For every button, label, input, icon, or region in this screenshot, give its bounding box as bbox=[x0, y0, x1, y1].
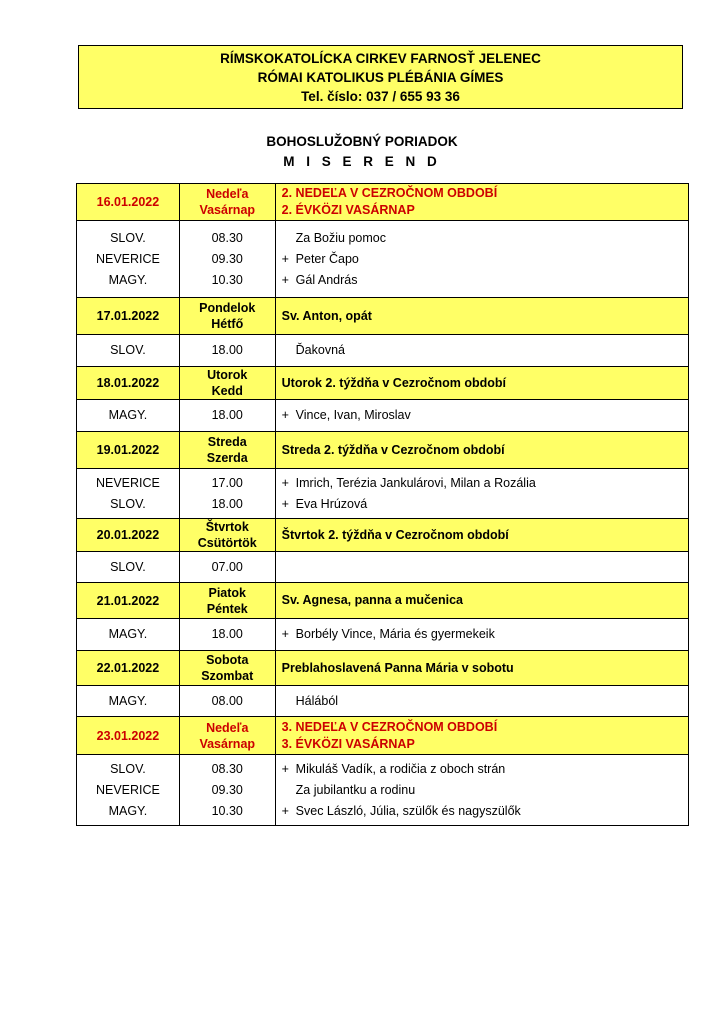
mass-intention bbox=[282, 624, 688, 645]
day-weekday bbox=[179, 184, 275, 221]
mass-time: 17.00 bbox=[211, 475, 243, 490]
mass-intention bbox=[282, 691, 688, 712]
mass-language: NEVERICE bbox=[95, 251, 160, 266]
parish-name-hu: RÓMAI KATOLIKUS PLÉBÁNIA GÍMES bbox=[257, 70, 504, 85]
weekday-hu: Vasárnap bbox=[199, 203, 256, 217]
day-feast bbox=[275, 367, 688, 400]
feast-line: Sv. Anton, opát bbox=[281, 308, 372, 323]
intention-prefix: + bbox=[281, 408, 289, 422]
mass-time: 10.30 bbox=[211, 272, 243, 287]
mass-intention bbox=[282, 557, 688, 578]
mass-intentions bbox=[275, 755, 688, 826]
day-feast bbox=[275, 519, 688, 552]
mass-times bbox=[179, 755, 275, 826]
mass-language: MAGY. bbox=[108, 803, 148, 818]
mass-times bbox=[179, 469, 275, 519]
day-header-row bbox=[77, 367, 689, 400]
mass-intentions bbox=[275, 619, 688, 651]
mass-language: SLOV. bbox=[110, 343, 146, 357]
day-date: 16.01.2022 bbox=[77, 184, 180, 221]
intention-text: Eva Hrúzová bbox=[295, 496, 368, 511]
day-feast bbox=[275, 651, 688, 686]
mass-intention bbox=[282, 801, 688, 822]
mass-intentions bbox=[275, 335, 688, 367]
day-weekday bbox=[179, 583, 275, 619]
mass-time: 18.00 bbox=[211, 627, 243, 641]
mass-time: 10.30 bbox=[211, 803, 243, 818]
mass-intention bbox=[282, 228, 688, 249]
mass-languages bbox=[77, 221, 180, 298]
mass-intentions bbox=[275, 686, 688, 717]
intention-prefix: + bbox=[281, 272, 289, 287]
mass-language: SLOV. bbox=[110, 761, 146, 776]
intention-text: Za jubilantku a rodinu bbox=[295, 782, 416, 797]
intention-text: Imrich, Terézia Jankulárovi, Milan a Rozália bbox=[295, 475, 536, 490]
day-weekday bbox=[179, 651, 275, 686]
mass-languages bbox=[77, 686, 180, 717]
mass-row bbox=[77, 755, 689, 826]
mass-times bbox=[179, 221, 275, 298]
schedule-title-sk: BOHOSLUŽOBNÝ PORIADOK bbox=[266, 134, 458, 149]
feast-line: 3. ÉVKÖZI VASÁRNAP bbox=[281, 736, 415, 751]
mass-time: 18.00 bbox=[211, 343, 243, 357]
weekday-hu: Szombat bbox=[201, 669, 254, 683]
weekday-sk: Pondelok bbox=[199, 301, 256, 315]
intention-text: Ďakovná bbox=[295, 343, 345, 357]
intention-text: Vince, Ivan, Miroslav bbox=[295, 408, 411, 422]
feast-line: Preblahoslavená Panna Mária v sobotu bbox=[281, 660, 514, 675]
intention-text: Hálából bbox=[295, 693, 339, 708]
day-weekday bbox=[179, 367, 275, 400]
mass-row bbox=[77, 335, 689, 367]
mass-language: SLOV. bbox=[110, 559, 146, 574]
day-weekday bbox=[179, 717, 275, 755]
mass-intention bbox=[282, 494, 688, 515]
parish-name-sk: RÍMSKOKATOLÍCKA CIRKEV FARNOSŤ JELENEC bbox=[220, 51, 541, 66]
mass-row bbox=[77, 469, 689, 519]
mass-row bbox=[77, 686, 689, 717]
mass-time: 08.30 bbox=[211, 230, 243, 245]
mass-intention bbox=[282, 759, 688, 780]
mass-time: 08.30 bbox=[211, 761, 243, 776]
mass-time: 08.00 bbox=[211, 693, 243, 708]
mass-row bbox=[77, 619, 689, 651]
weekday-hu: Szerda bbox=[206, 451, 248, 465]
day-feast bbox=[275, 298, 688, 335]
mass-times bbox=[179, 335, 275, 367]
intention-text: Gál András bbox=[295, 272, 358, 287]
mass-intentions bbox=[275, 552, 688, 583]
mass-time: 18.00 bbox=[211, 496, 243, 511]
mass-languages bbox=[77, 755, 180, 826]
mass-time: 18.00 bbox=[211, 408, 243, 422]
day-feast bbox=[275, 583, 688, 619]
day-date: 23.01.2022 bbox=[77, 717, 180, 755]
mass-language: SLOV. bbox=[110, 230, 146, 245]
feast-line: Streda 2. týždňa v Cezročnom období bbox=[281, 442, 505, 457]
weekday-hu: Hétfő bbox=[211, 317, 244, 331]
mass-language: MAGY. bbox=[108, 693, 148, 708]
mass-languages bbox=[77, 400, 180, 432]
day-feast bbox=[275, 717, 688, 755]
intention-prefix: + bbox=[281, 761, 289, 776]
feast-line: 2. NEDEĽA V CEZROČNOM OBDOBÍ bbox=[281, 186, 498, 200]
weekday-sk: Sobota bbox=[206, 653, 249, 667]
weekday-sk: Streda bbox=[207, 435, 247, 449]
day-date: 20.01.2022 bbox=[77, 519, 180, 552]
day-header-row bbox=[77, 519, 689, 552]
feast-line: Sv. Agnesa, panna a mučenica bbox=[281, 593, 463, 607]
day-weekday bbox=[179, 432, 275, 469]
weekday-sk: Nedeľa bbox=[206, 720, 249, 735]
parish-header bbox=[78, 45, 683, 109]
mass-schedule-table bbox=[76, 183, 689, 826]
intention-text: Borbély Vince, Mária és gyermekeik bbox=[295, 627, 495, 641]
day-weekday bbox=[179, 298, 275, 335]
mass-intention bbox=[282, 270, 688, 291]
mass-intention bbox=[282, 780, 688, 801]
mass-language: MAGY. bbox=[108, 627, 148, 641]
mass-times bbox=[179, 552, 275, 583]
mass-language: MAGY. bbox=[108, 272, 148, 287]
weekday-sk: Štvrtok bbox=[205, 520, 249, 534]
day-header-row bbox=[77, 717, 689, 755]
parish-phone: Tel. číslo: 037 / 655 93 36 bbox=[301, 89, 460, 104]
weekday-hu: Vasárnap bbox=[199, 736, 256, 751]
mass-row bbox=[77, 221, 689, 298]
intention-text: Peter Čapo bbox=[295, 251, 359, 266]
feast-line: 3. NEDEĽA V CEZROČNOM OBDOBÍ bbox=[281, 719, 498, 734]
mass-language: MAGY. bbox=[108, 408, 148, 422]
mass-language: NEVERICE bbox=[95, 475, 160, 490]
intention-text: Za Božiu pomoc bbox=[295, 230, 386, 245]
day-header-row bbox=[77, 298, 689, 335]
weekday-sk: Nedeľa bbox=[206, 187, 249, 201]
intention-prefix: + bbox=[281, 627, 289, 641]
weekday-hu: Kedd bbox=[211, 384, 243, 398]
mass-language: NEVERICE bbox=[95, 782, 160, 797]
mass-intention bbox=[282, 340, 688, 361]
day-date: 17.01.2022 bbox=[77, 298, 180, 335]
mass-intentions bbox=[275, 469, 688, 519]
day-date: 19.01.2022 bbox=[77, 432, 180, 469]
mass-times bbox=[179, 686, 275, 717]
feast-line: Utorok 2. týždňa v Cezročnom období bbox=[281, 375, 506, 390]
mass-language: SLOV. bbox=[110, 496, 146, 511]
mass-time: 09.30 bbox=[211, 782, 243, 797]
day-date: 18.01.2022 bbox=[77, 367, 180, 400]
day-feast bbox=[275, 432, 688, 469]
mass-intention bbox=[282, 249, 688, 270]
weekday-sk: Piatok bbox=[208, 585, 246, 600]
intention-text: Svec László, Júlia, szülők és nagyszülők bbox=[295, 803, 521, 818]
mass-time: 07.00 bbox=[211, 559, 243, 574]
intention-text: Mikuláš Vadík, a rodičia z oboch strán bbox=[295, 761, 506, 776]
feast-line: Štvrtok 2. týždňa v Cezročnom období bbox=[281, 527, 509, 542]
day-feast bbox=[275, 184, 688, 221]
day-header-row bbox=[77, 432, 689, 469]
day-weekday bbox=[179, 519, 275, 552]
mass-languages bbox=[77, 619, 180, 651]
schedule-title-hu: M I S E R E N D bbox=[283, 154, 441, 169]
intention-prefix: + bbox=[281, 496, 289, 511]
mass-intention bbox=[282, 405, 688, 426]
day-header-row bbox=[77, 651, 689, 686]
day-date: 21.01.2022 bbox=[77, 583, 180, 619]
mass-languages bbox=[77, 469, 180, 519]
day-date: 22.01.2022 bbox=[77, 651, 180, 686]
mass-row bbox=[77, 552, 689, 583]
mass-languages bbox=[77, 552, 180, 583]
weekday-hu: Csütörtök bbox=[197, 536, 257, 550]
mass-intention bbox=[282, 473, 688, 494]
intention-prefix: + bbox=[281, 475, 289, 490]
mass-times bbox=[179, 619, 275, 651]
mass-intentions bbox=[275, 221, 688, 298]
day-header-row bbox=[77, 184, 689, 221]
mass-times bbox=[179, 400, 275, 432]
mass-intentions bbox=[275, 400, 688, 432]
weekday-sk: Utorok bbox=[207, 368, 248, 382]
mass-time: 09.30 bbox=[211, 251, 243, 266]
mass-languages bbox=[77, 335, 180, 367]
intention-prefix: + bbox=[281, 803, 289, 818]
mass-row bbox=[77, 400, 689, 432]
weekday-hu: Péntek bbox=[206, 601, 248, 616]
day-header-row bbox=[77, 583, 689, 619]
intention-prefix: + bbox=[281, 251, 289, 266]
feast-line: 2. ÉVKÖZI VASÁRNAP bbox=[281, 203, 415, 217]
